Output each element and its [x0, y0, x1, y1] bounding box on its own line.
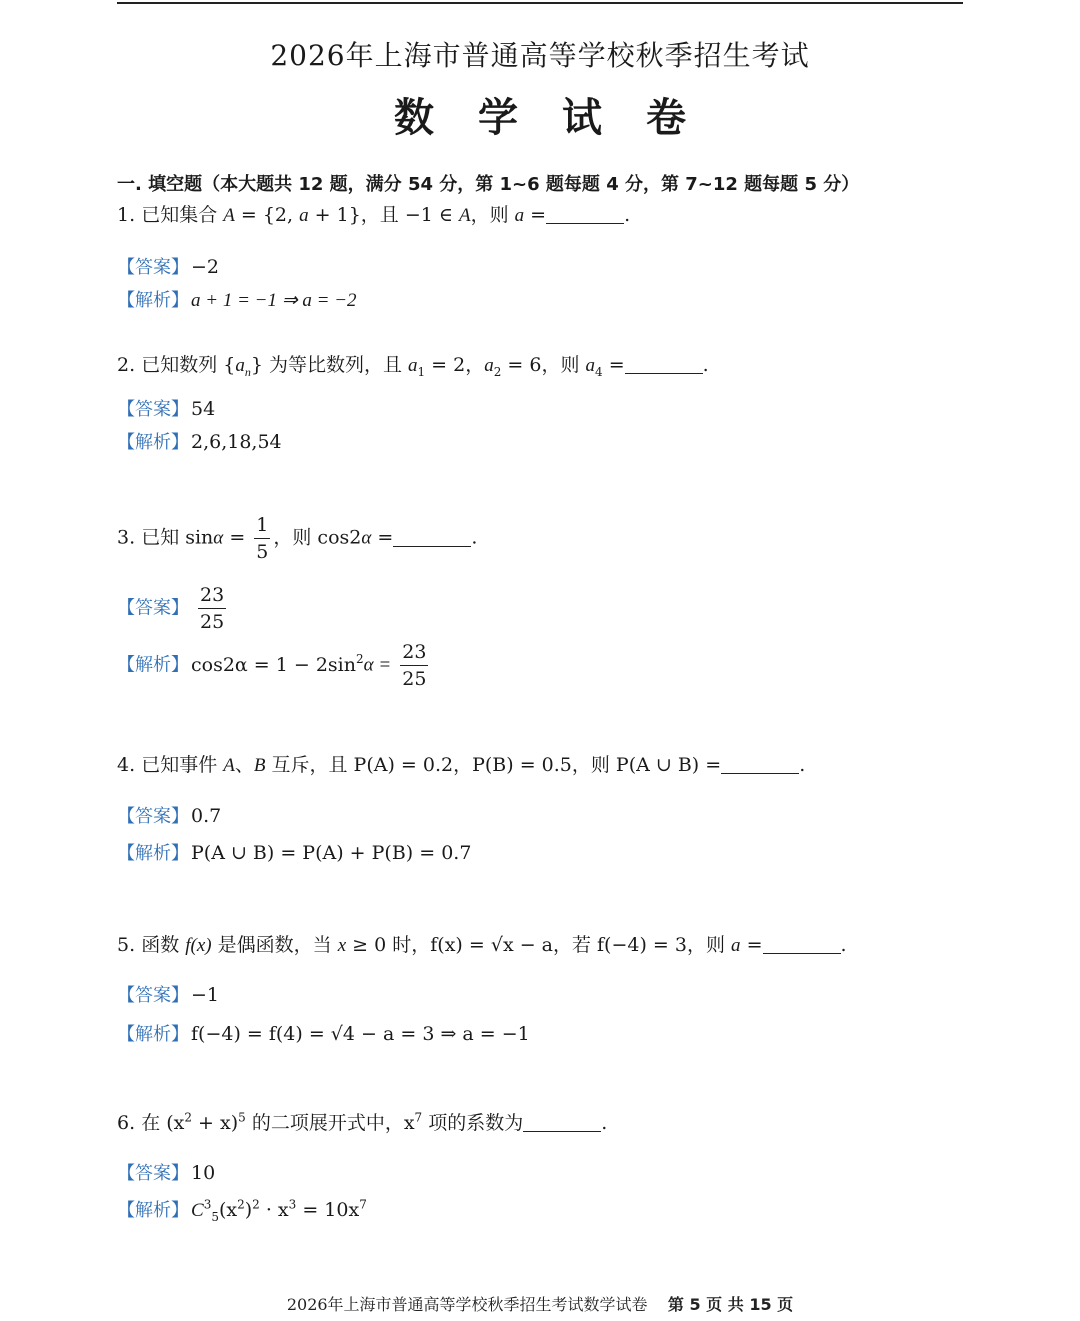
analysis-6: 【解析】 $C^3_5(x^2)^2 \cdot x^3 = 10x^7$: [117, 1197, 367, 1224]
analysis-fraction: $\frac{23}{25}$: [402, 641, 427, 690]
analysis-5: 【解析】 f(−4) = f(4) = √4 − a = 3 ⇒ a = −1: [117, 1023, 530, 1045]
subject-title: 数学试卷: [394, 95, 730, 141]
question-3: 3. 已知 sinα = $\frac{1}{5}$ ，则 cos2α = .: [117, 514, 478, 563]
page-number: 第 5 页 共 15 页: [667, 1295, 794, 1314]
answer-blank: [523, 1113, 601, 1132]
analysis-1: 【解析】 a + 1 = −1 ⇒ a = −2: [117, 290, 357, 311]
analysis-tag: 【解析】: [117, 1024, 189, 1045]
answer-fraction: $\frac{23}{25}$: [200, 584, 225, 633]
section-heading: 一. 填空题（本大题共 12 题，满分 54 分，第 1~6 题每题 4 分，第 7~12 题每题 5 分）: [117, 174, 860, 195]
footer-text: 2026年上海市普通高等学校秋季招生考试数学试卷: [286, 1295, 648, 1314]
question-5: 5. 函数 f(x) 是偶函数，当 x ≥ 0 时，f(x) = √x − a，若 f(−4) = 3，则 a = .: [117, 934, 847, 956]
answer-blank: [625, 355, 703, 374]
answer-6: 【答案】 10: [117, 1162, 216, 1184]
top-rule: [117, 2, 963, 4]
answer-2: 【答案】 54: [117, 398, 216, 420]
analysis-tag: 【解析】: [117, 290, 189, 311]
answer-1: 【答案】 −2: [117, 256, 220, 278]
analysis-3: 【解析】 $\cos 2\alpha = 1 - 2\sin^2\alpha$ = $\frac{23}{25}$: [117, 641, 427, 690]
fraction: $\frac{1}{5}$: [256, 514, 269, 563]
exam-title: 2026年上海市普通高等学校秋季招生考试: [270, 39, 810, 72]
analysis-tag: 【解析】: [117, 432, 189, 453]
analysis-tag: 【解析】: [117, 1200, 189, 1221]
answer-blank: [393, 528, 471, 547]
analysis-4: 【解析】 P(A ∪ B) = P(A) + P(B) = 0.7: [117, 842, 472, 864]
question-4: 4. 已知事件 A、B 互斥，且 P(A) = 0.2，P(B) = 0.5，则 P(A ∪ B) = .: [117, 754, 806, 776]
answer-4: 【答案】 0.7: [117, 805, 222, 827]
answer-3: [117, 582, 229, 635]
answer-tag: 【答案】: [117, 597, 189, 619]
answer-tag: 【答案】: [117, 806, 189, 827]
page-footer: [0, 1292, 1080, 1315]
answer-tag: 【答案】: [117, 985, 189, 1006]
answer-5: 【答案】 −1: [117, 984, 220, 1006]
answer-blank: [721, 755, 799, 774]
answer-tag: 【答案】: [117, 399, 189, 420]
question-2: 2. 已知数列 $\{a_n\}$ 为等比数列，且 $a_1 = 2$，$a_2 = 6$，则 $a_4$ = .: [117, 354, 709, 379]
question-1: 1. 已知集合 A = {2, a + 1}，且 −1 ∈ A，则 a = .: [117, 204, 631, 226]
analysis-tag: 【解析】: [117, 654, 189, 676]
answer-blank: [546, 205, 624, 224]
question-6: 6. 在 $(x^2 + x)^5$ 的二项展开式中，$x^7$ 项的系数为 .: [117, 1110, 608, 1134]
answer-tag: 【答案】: [117, 257, 189, 278]
answer-blank: [763, 935, 841, 954]
analysis-tag: 【解析】: [117, 843, 189, 864]
analysis-2: 【解析】 2,6,18,54: [117, 431, 282, 453]
answer-tag: 【答案】: [117, 1163, 189, 1184]
